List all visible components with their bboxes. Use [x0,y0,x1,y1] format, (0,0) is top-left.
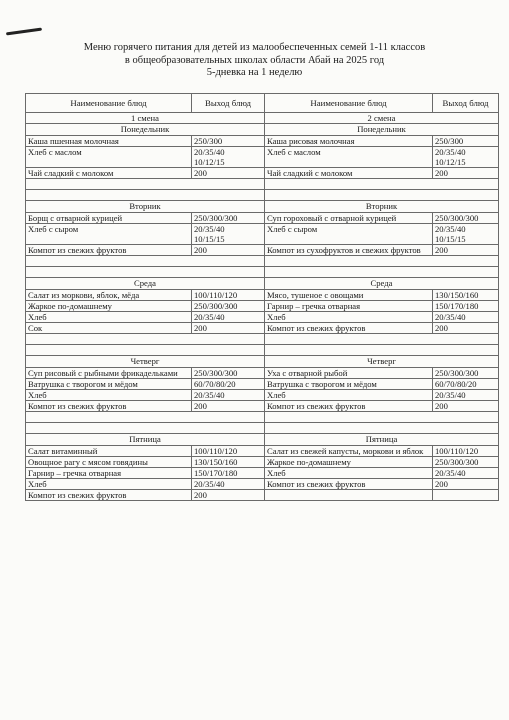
shift-row [26,113,499,124]
spacer-row [26,190,499,201]
dish-shift-2: Уха с отварной рыбой [265,368,433,379]
day-name-shift-2: Четверг [265,356,499,368]
day-row [26,434,499,446]
header-yield-1: Выход блюд [192,94,265,113]
yield-shift-2: 250/300 [433,136,499,147]
yield-shift-1: 130/150/160 [192,457,265,468]
menu-row [26,147,499,168]
day-name-shift-2: Понедельник [265,124,499,136]
spacer-cell [26,423,265,434]
menu-row [26,301,499,312]
dish-shift-1: Компот из свежих фруктов [26,245,192,256]
spacer-row [26,423,499,434]
yield-shift-1: 20/35/40 [192,390,265,401]
day-row [26,201,499,213]
dish-shift-2: Каша рисовая молочная [265,136,433,147]
menu-row [26,136,499,147]
dish-shift-2: Мясо, тушеное с овощами [265,290,433,301]
document-title [0,42,509,80]
spacer-cell [26,179,265,190]
yield-shift-2: 20/35/40 [433,468,499,479]
menu-row [26,490,499,501]
spacer-row [26,256,499,267]
yield-shift-2: 130/150/160 [433,290,499,301]
yield-shift-2: 250/300/300 [433,457,499,468]
dish-shift-1: Сок [26,323,192,334]
dish-shift-1: Овощное рагу с мясом говядины [26,457,192,468]
yield-shift-1: 20/35/40 [192,312,265,323]
yield-shift-1: 20/35/40 10/15/15 [192,224,265,245]
spacer-cell [265,256,499,267]
day-name-shift-1: Пятница [26,434,265,446]
menu-row [26,323,499,334]
menu-row [26,479,499,490]
title-line-2: в общеобразовательных школах области Абай на 2025 год [124,54,385,66]
dish-shift-1: Гарнир – гречка отварная [26,468,192,479]
dish-shift-1: Ватрушка с творогом и мёдом [26,379,192,390]
day-name-shift-1: Понедельник [26,124,265,136]
yield-shift-2: 20/35/40 10/12/15 [433,147,499,168]
day-name-shift-2: Вторник [265,201,499,213]
yield-shift-1: 250/300 [192,136,265,147]
dish-shift-2 [265,490,433,501]
spacer-cell [26,334,265,345]
dish-shift-2: Хлеб [265,390,433,401]
yield-shift-1: 200 [192,323,265,334]
day-name-shift-1: Четверг [26,356,265,368]
dish-shift-1: Хлеб с маслом [26,147,192,168]
yield-shift-1: 150/170/180 [192,468,265,479]
spacer-row [26,334,499,345]
dish-shift-1: Борщ с отварной курицей [26,213,192,224]
dish-shift-2: Хлеб с сыром [265,224,433,245]
spacer-cell [26,190,265,201]
spacer-cell [265,423,499,434]
yield-shift-2: 250/300/300 [433,213,499,224]
menu-row [26,468,499,479]
spacer-row [26,179,499,190]
dish-shift-2: Хлеб [265,468,433,479]
title-line-3: 5-дневка на 1 неделю [206,67,303,78]
header-yield-2: Выход блюд [433,94,499,113]
day-name-shift-2: Пятница [265,434,499,446]
spacer-cell [26,256,265,267]
dish-shift-2: Гарнир – гречка отварная [265,301,433,312]
spacer-row [26,345,499,356]
menu-row [26,446,499,457]
dish-shift-1: Салат из моркови, яблок, мёда [26,290,192,301]
yield-shift-2: 20/35/40 [433,312,499,323]
dish-shift-1: Жаркое по-домашнему [26,301,192,312]
header-dish-2: Наименование блюд [265,94,433,113]
dish-shift-2: Ватрушка с творогом и мёдом [265,379,433,390]
yield-shift-2: 200 [433,401,499,412]
yield-shift-1: 200 [192,168,265,179]
yield-shift-1: 200 [192,490,265,501]
yield-shift-2: 200 [433,245,499,256]
menu-row [26,368,499,379]
dish-shift-1: Хлеб [26,479,192,490]
yield-shift-1: 20/35/40 10/12/15 [192,147,265,168]
spacer-cell [265,190,499,201]
menu-row [26,224,499,245]
dish-shift-1: Компот из свежих фруктов [26,490,192,501]
menu-row [26,245,499,256]
dish-shift-2: Жаркое по-домашнему [265,457,433,468]
spacer-row [26,412,499,423]
yield-shift-1: 250/300/300 [192,301,265,312]
dish-shift-2: Суп гороховый с отварной курицей [265,213,433,224]
menu-row [26,312,499,323]
dish-shift-2: Компот из сухофруктов и свежих фруктов [265,245,433,256]
dish-shift-2: Салат из свежей капусты, моркови и яблок [265,446,433,457]
menu-row [26,457,499,468]
yield-shift-1: 60/70/80/20 [192,379,265,390]
pen-mark [6,28,42,36]
dish-shift-2: Компот из свежих фруктов [265,401,433,412]
dish-shift-1: Компот из свежих фруктов [26,401,192,412]
menu-row [26,401,499,412]
menu-row [26,213,499,224]
shift-2-label: 2 смена [265,113,499,124]
dish-shift-1: Каша пшенная молочная [26,136,192,147]
spacer-cell [265,267,499,278]
menu-row [26,290,499,301]
spacer-row [26,267,499,278]
day-row [26,278,499,290]
dish-shift-1: Чай сладкий с молоком [26,168,192,179]
yield-shift-2: 20/35/40 [433,390,499,401]
dish-shift-1: Хлеб с сыром [26,224,192,245]
yield-shift-2: 100/110/120 [433,446,499,457]
dish-shift-1: Салат витаминный [26,446,192,457]
menu-row [26,379,499,390]
yield-shift-2: 200 [433,479,499,490]
spacer-cell [26,412,265,423]
yield-shift-2: 200 [433,168,499,179]
dish-shift-2: Чай сладкий с молоком [265,168,433,179]
yield-shift-2: 20/35/40 10/15/15 [433,224,499,245]
yield-shift-1: 250/300/300 [192,213,265,224]
day-name-shift-2: Среда [265,278,499,290]
spacer-cell [26,267,265,278]
spacer-cell [26,345,265,356]
spacer-cell [265,412,499,423]
day-row [26,124,499,136]
title-line-1: Меню горячего питания для детей из малообеспеченных семей 1-11 классов [83,42,426,53]
header-dish-1: Наименование блюд [26,94,192,113]
shift-1-label: 1 смена [26,113,265,124]
menu-table [25,93,499,501]
menu-row [26,390,499,401]
yield-shift-2: 150/170/180 [433,301,499,312]
yield-shift-1: 200 [192,401,265,412]
menu-row [26,168,499,179]
yield-shift-1: 250/300/300 [192,368,265,379]
yield-shift-1: 20/35/40 [192,479,265,490]
spacer-cell [265,345,499,356]
yield-shift-1: 200 [192,245,265,256]
day-name-shift-1: Среда [26,278,265,290]
dish-shift-2: Хлеб с маслом [265,147,433,168]
yield-shift-2: 60/70/80/20 [433,379,499,390]
day-row [26,356,499,368]
yield-shift-2: 250/300/300 [433,368,499,379]
dish-shift-2: Хлеб [265,312,433,323]
yield-shift-2: 200 [433,323,499,334]
dish-shift-1: Суп рисовый с рыбными фрикадельками [26,368,192,379]
dish-shift-1: Хлеб [26,312,192,323]
dish-shift-1: Хлеб [26,390,192,401]
dish-shift-2: Компот из свежих фруктов [265,479,433,490]
spacer-cell [265,334,499,345]
yield-shift-2 [433,490,499,501]
day-name-shift-1: Вторник [26,201,265,213]
spacer-cell [265,179,499,190]
yield-shift-1: 100/110/120 [192,290,265,301]
header-row [26,94,499,113]
yield-shift-1: 100/110/120 [192,446,265,457]
dish-shift-2: Компот из свежих фруктов [265,323,433,334]
